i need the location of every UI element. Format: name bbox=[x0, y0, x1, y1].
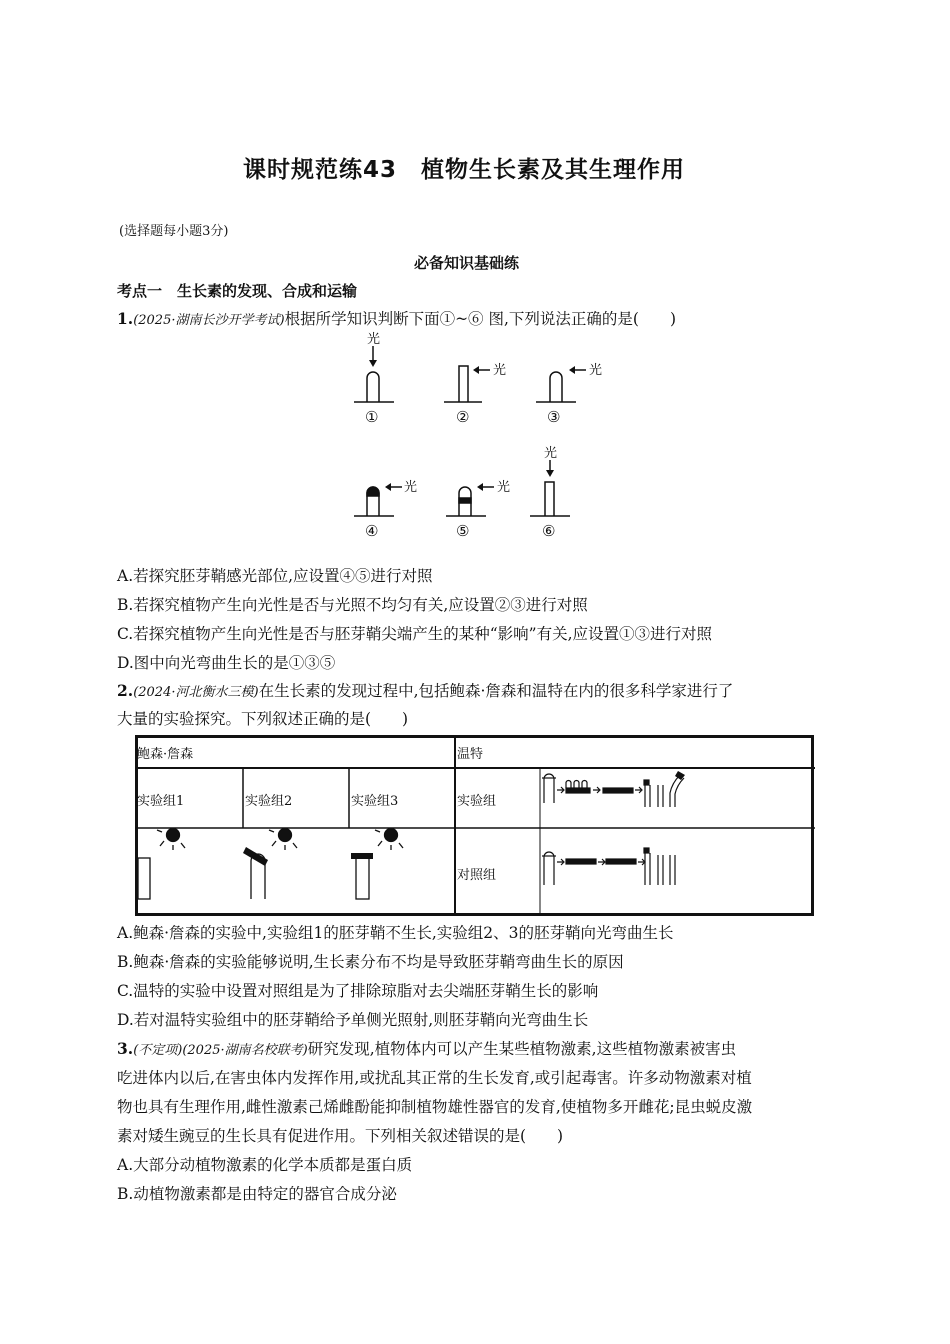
question-3-line-4: 素对矮生豌豆的生长具有促进作用。下列相关叙述错误的是( ) bbox=[117, 1127, 564, 1145]
light-label-6: 光 bbox=[544, 446, 558, 461]
diagram-label-5: ⑤ bbox=[456, 522, 470, 540]
group3-diagram bbox=[351, 829, 403, 900]
page-title: 课时规范练43 植物生长素及其生理作用 bbox=[243, 157, 686, 183]
light-label-1: 光 bbox=[367, 332, 381, 347]
diagram-3 bbox=[536, 366, 586, 402]
group1-diagram bbox=[138, 829, 185, 900]
question-source: (2025·湖南名校联考) bbox=[182, 1043, 308, 1058]
diagram-6 bbox=[530, 460, 570, 516]
q1-option-d: D.图中向光弯曲生长的是①③⑤ bbox=[117, 654, 336, 672]
light-label-2: 光 bbox=[493, 363, 507, 378]
q3-option-a: A.大部分动植物激素的化学本质都是蛋白质 bbox=[117, 1156, 413, 1174]
question-text: 在生长素的发现过程中,包括鲍森·詹森和温特在内的很多科学家进行了 bbox=[258, 682, 734, 700]
table-cell-group-3: 实验组3 bbox=[351, 794, 399, 809]
diagram-label-2: ② bbox=[456, 408, 470, 426]
q2-option-d: D.若对温特实验组中的胚芽鞘给予单侧光照射,则胚芽鞘向光弯曲生长 bbox=[117, 1011, 589, 1029]
q3-option-b: B.动植物激素都是由特定的器官合成分泌 bbox=[117, 1185, 397, 1203]
q1-option-b: B.若探究植物产生向光性是否与光照不均匀有关,应设置②③进行对照 bbox=[117, 596, 588, 614]
topic-heading: 考点一 生长素的发现、合成和运输 bbox=[117, 282, 358, 300]
q2-option-c: C.温特的实验中设置对照组是为了排除琼脂对去尖端胚芽鞘生长的影响 bbox=[117, 982, 599, 1000]
question-number: 1. bbox=[117, 309, 134, 328]
table-cell-went-experiment: 实验组 bbox=[457, 794, 497, 809]
question-number: 3. bbox=[117, 1039, 134, 1058]
question-source: (2025·湖南长沙开学考试) bbox=[133, 313, 285, 328]
light-label-4: 光 bbox=[404, 480, 418, 495]
question-3-stem bbox=[117, 1039, 736, 1061]
light-label-5: 光 bbox=[497, 480, 511, 495]
diagram-5 bbox=[446, 483, 494, 516]
question-3-line-3: 物也具有生理作用,雌性激素己烯雌酚能抑制植物雄性器官的发育,使植物多开雌花;昆虫蜕皮激 bbox=[117, 1098, 753, 1116]
table-cell-group-2: 实验组2 bbox=[245, 794, 293, 809]
diagram-label-4: ④ bbox=[365, 522, 379, 540]
table-header-went: 温特 bbox=[457, 747, 484, 762]
table-cell-group-1: 实验组1 bbox=[137, 794, 185, 809]
question-2-stem-line2: 大量的实验探究。下列叙述正确的是( ) bbox=[117, 710, 409, 728]
question-number: 2. bbox=[117, 681, 134, 700]
diagram-2 bbox=[444, 366, 490, 402]
diagram-1 bbox=[354, 346, 394, 402]
question-text: 研究发现,植物体内可以产生某些植物激素,这些植物激素被害虫 bbox=[307, 1040, 737, 1058]
q2-option-b: B.鲍森·詹森的实验能够说明,生长素分布不均是导致胚芽鞘弯曲生长的原因 bbox=[117, 953, 624, 971]
question-2-stem bbox=[117, 681, 733, 703]
question-source: (2024·河北衡水三模) bbox=[133, 685, 259, 700]
q2-option-a: A.鲍森·詹森的实验中,实验组1的胚芽鞘不生长,实验组2、3的胚芽鞘向光弯曲生长 bbox=[117, 924, 674, 942]
diagram-4 bbox=[354, 483, 402, 516]
experiment-table bbox=[135, 735, 815, 915]
table-cell-went-control: 对照组 bbox=[457, 868, 497, 883]
diagram-label-1: ① bbox=[365, 408, 379, 426]
question-1-stem bbox=[117, 309, 676, 331]
question-text: 根据所学知识判断下面①~⑥ 图,下列说法正确的是( ) bbox=[284, 310, 676, 328]
score-note: (选择题每小题3分) bbox=[119, 224, 229, 239]
diagram-label-3: ③ bbox=[547, 408, 561, 426]
went-experiment-diagram bbox=[542, 771, 685, 807]
diagram-label-6: ⑥ bbox=[542, 522, 556, 540]
q1-option-c: C.若探究植物产生向光性是否与胚芽鞘尖端产生的某种“影响”有关,应设置①③进行对照 bbox=[117, 625, 713, 643]
went-control-diagram bbox=[542, 848, 675, 885]
group2-diagram bbox=[243, 829, 297, 900]
question-tag: (不定项) bbox=[133, 1043, 183, 1058]
q1-option-a: A.若探究胚芽鞘感光部位,应设置④⑤进行对照 bbox=[117, 567, 433, 585]
coleoptile-figure bbox=[340, 330, 630, 545]
question-3-line-2: 吃进体内以后,在害虫体内发挥作用,或扰乱其正常的生长发育,或引起毒害。许多动物激素对植 bbox=[117, 1069, 752, 1087]
light-label-3: 光 bbox=[589, 363, 603, 378]
table-header-boysen-jensen: 鲍森·詹森 bbox=[137, 747, 194, 762]
section-heading: 必备知识基础练 bbox=[414, 254, 520, 272]
